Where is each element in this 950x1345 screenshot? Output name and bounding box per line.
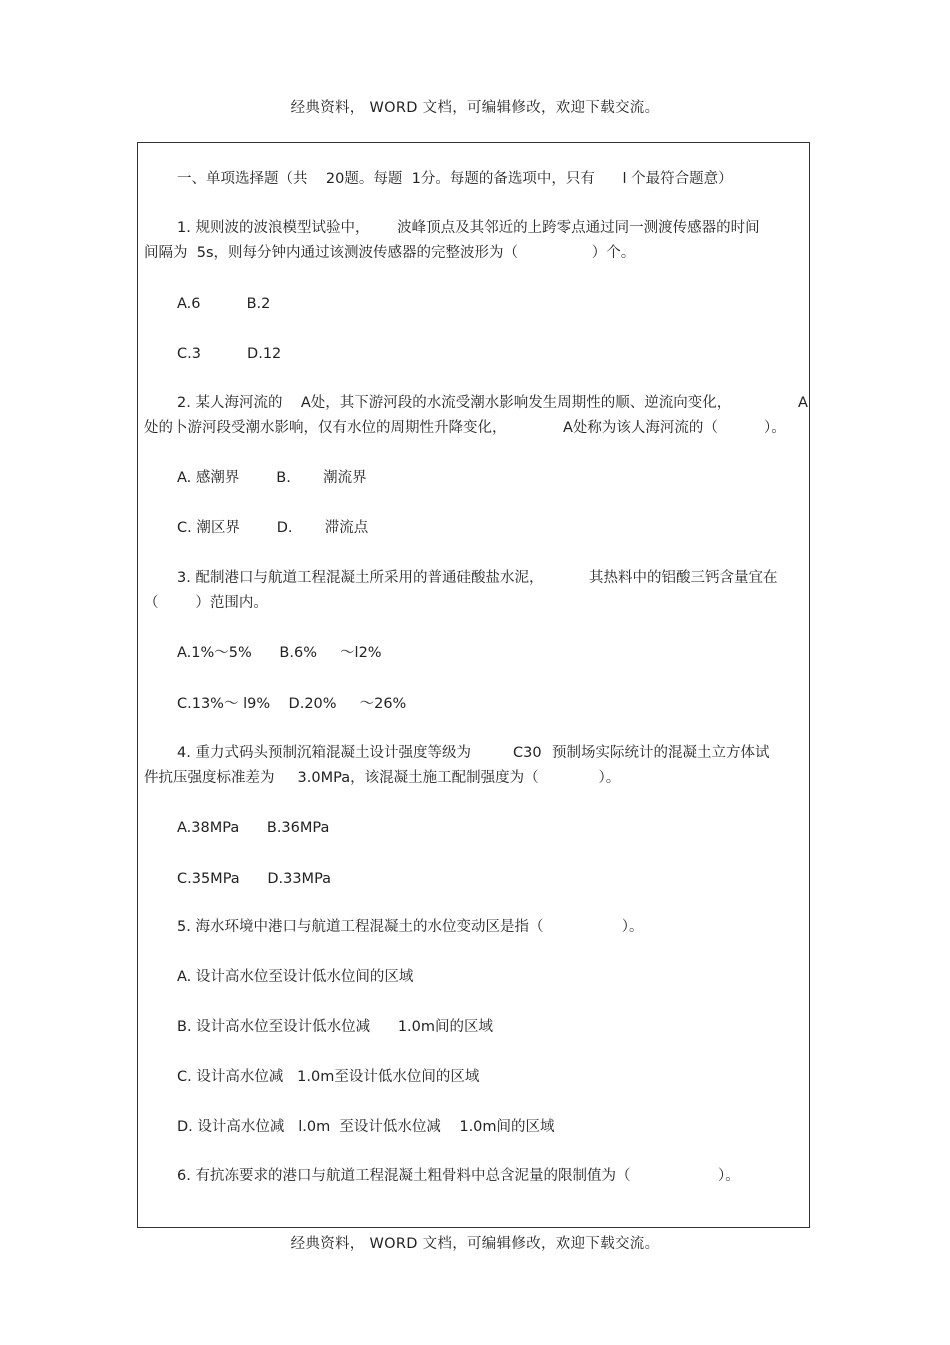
- question-5-option-b: B. 设计高水位至设计低水位减 1.0m间的区域: [177, 1019, 494, 1035]
- question-3-stem-line-1b: 其热料中的铝酸三钙含量宜在: [589, 570, 778, 586]
- question-2-stem-line-2a: 处的卜游河段受潮水影响，仅有水位的周期性升降变化，: [144, 420, 507, 436]
- page-footer: 经典资料， WORD 文档，可编辑修改，欢迎下载交流。: [290, 1236, 660, 1252]
- question-4-stem-line-1b: 预制场实际统计的混凝土立方体试: [552, 745, 770, 761]
- page-header: 经典资料， WORD 文档，可编辑修改，欢迎下载交流。: [290, 100, 660, 116]
- question-4-stem-line-2: 件抗压强度标准差为 3.0MPa，该混凝土施工配制强度为（ ）。: [144, 770, 621, 786]
- question-1-options-row-2: C.3 D.12: [177, 346, 282, 362]
- question-3-stem-line-2: （ ）范围内。: [144, 595, 268, 611]
- question-4-stem-line-1a: 4. 重力式码头预制沉箱混凝土设计强度等级为: [177, 745, 471, 761]
- question-4-stem-grade: C30: [513, 745, 542, 761]
- question-3-options-row-2: C.13%～ l9% D.20% ～26%: [177, 696, 407, 712]
- question-4-options-row-2: C.35MPa D.33MPa: [177, 871, 332, 887]
- question-1-stem-line-1: 1. 规则波的波浪模型试验中， 波峰顶点及其邻近的上跨零点通过同一测渡传感器的时间: [177, 220, 760, 236]
- question-5-option-a: A. 设计高水位至设计低水位间的区域: [177, 969, 414, 985]
- question-1-stem-line-2: 间隔为 5s，则每分钟内通过该测波传感器的完整波形为（ ）个。: [144, 245, 636, 261]
- question-5-option-c: C. 设计高水位减 1.0m至设计低水位间的区域: [177, 1069, 480, 1085]
- question-2-stem-line-1: 2. 某人海河流的 A处，其下游河段的水流受潮水影响发生周期性的顺、逆流向变化，: [177, 395, 732, 411]
- question-6-stem: 6. 有抗冻要求的港口与航道工程混凝土粗骨料中总含泥量的限制值为（ ）。: [177, 1168, 740, 1184]
- question-3-stem-line-1a: 3. 配制港口与航道工程混凝土所采用的普通硅酸盐水泥，: [177, 570, 544, 586]
- question-5-option-d: D. 设计高水位减 l.0m 至设计低水位减 1.0m间的区域: [177, 1119, 555, 1135]
- question-2-stem-line-2b: A处称为该人海河流的（ ）。: [563, 420, 786, 436]
- question-3-options-row-1: A.1%～5% B.6% ～l2%: [177, 645, 382, 661]
- question-5-stem: 5. 海水环境中港口与航道工程混凝土的水位变动区是指（ ）。: [177, 919, 644, 935]
- question-1-options-row-1: A.6 B.2: [177, 296, 271, 312]
- question-4-options-row-1: A.38MPa B.36MPa: [177, 820, 330, 836]
- section-title: 一、单项选择题（共 20题。每题 1分。每题的备选项中，只有 l 个最符合题意）: [177, 171, 733, 187]
- question-2-stem-trailing-a: A: [798, 395, 808, 411]
- question-2-options-row-1: A. 感潮界 B. 潮流界: [177, 470, 367, 486]
- question-2-options-row-2: C. 潮区界 D. 滞流点: [177, 520, 369, 536]
